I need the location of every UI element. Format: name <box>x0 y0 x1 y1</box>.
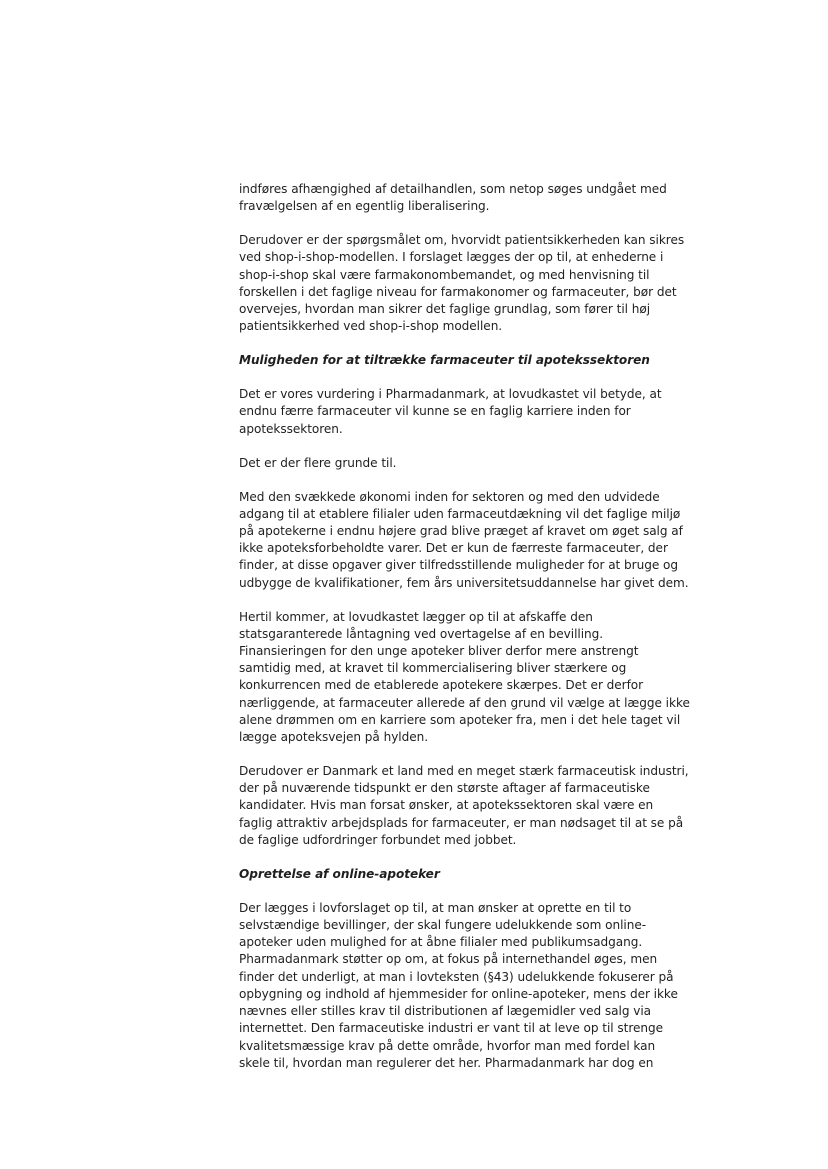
text-line: nærliggende, at farmaceuter allerede af den grund vil vælge at lægge ikke <box>239 695 690 710</box>
text-line: Oprettelse af online-apoteker <box>239 866 440 881</box>
text-line: Derudover er der spørgsmålet om, hvorvidt patientsikkerheden kan sikres <box>239 233 685 248</box>
text-line: på apotekerne i endnu højere grad blive præget af kravet om øget salg af <box>239 524 683 539</box>
text-line: shop-i-shop skal være farmakonombemandet, og med henvisning til <box>239 267 650 282</box>
text-line: der på nuværende tidspunkt er den største aftager af farmaceutiske <box>239 781 650 796</box>
text-line: indføres afhængighed af detailhandlen, som netop søges undgået med <box>239 182 667 196</box>
text-line: patientsikkerhed ved shop-i-shop modellen. <box>239 319 503 334</box>
text-line: selvstændige bevillinger, der skal fungere udelukkende som online- <box>239 918 647 933</box>
section-heading <box>239 866 687 883</box>
text-line: konkurrencen med de etablerede apotekere skærpes. Det er derfor <box>239 678 644 693</box>
text-line: overvejes, hvordan man sikrer det faglige grundlag, som fører til høj <box>239 302 651 317</box>
text-line: faglig attraktiv arbejdsplads for farmaceuter, er man nødsaget til at se på <box>239 815 684 830</box>
document-body <box>239 181 690 1089</box>
section-heading <box>239 352 687 369</box>
text-line: Med den svækkede økonomi inden for sektoren og med den udvidede <box>239 489 660 504</box>
text-line: internettet. Den farmaceutiske industri er vant til at leve op til strenge <box>239 1021 664 1036</box>
text-line: statsgaranterede låntagning ved overtagelse af en bevilling. <box>239 626 604 641</box>
text-line: apotekssektoren. <box>239 421 343 436</box>
text-line: ikke apoteksforbeholdte varer. Det er kun de færreste farmaceuter, der <box>239 541 668 556</box>
body-paragraph <box>239 489 687 592</box>
text-line: Finansieringen for den unge apoteker bliver derfor mere anstrengt <box>239 644 639 659</box>
text-line: adgang til at etablere filialer uden farmaceutdækning vil det faglige miljø <box>239 506 681 521</box>
text-line: finder det underligt, at man i lovteksten (§43) udelukkende fokuserer på <box>239 969 674 984</box>
text-line: finder, at disse opgaver giver tilfredsstillende muligheder for at bruge og <box>239 558 678 573</box>
text-line: opbygning og indhold af hjemmesider for online-apoteker, mens der ikke <box>239 986 678 1001</box>
text-line: Det er der flere grunde til. <box>239 455 397 470</box>
body-paragraph <box>239 763 687 849</box>
text-line: endnu færre farmaceuter vil kunne se en faglig karriere inden for <box>239 404 631 419</box>
text-line: apoteker uden mulighed for at åbne filialer med publikumsadgang. <box>239 935 643 950</box>
body-paragraph <box>239 455 687 472</box>
body-paragraph <box>239 609 690 747</box>
text-line: nævnes eller stilles krav til distributionen af lægemidler ved salg via <box>239 1004 652 1019</box>
text-line: skele til, hvordan man regulerer det her. Pharmadanmark har dog en <box>239 1055 654 1070</box>
text-line: udbygge de kvalifikationer, fem års universitetsuddannelse har givet dem. <box>239 575 689 590</box>
text-line: kvalitetsmæssige krav på dette område, hvorfor man med fordel kan <box>239 1038 656 1053</box>
body-paragraph <box>239 181 687 215</box>
text-line: Hertil kommer, at lovudkastet lægger op til at afskaffe den <box>239 609 593 624</box>
text-line: Det er vores vurdering i Pharmadanmark, at lovudkastet vil betyde, at <box>239 387 662 402</box>
body-paragraph <box>239 386 687 438</box>
text-line: de faglige udfordringer forbundet med jobbet. <box>239 832 517 847</box>
text-line: ved shop-i-shop-modellen. I forslaget lægges der op til, at enhederne i <box>239 250 664 265</box>
text-line: kandidater. Hvis man forsat ønsker, at apotekssektoren skal være en <box>239 798 654 813</box>
text-line: Der lægges i lovforslaget op til, at man ønsker at oprette en til to <box>239 900 632 915</box>
body-paragraph <box>239 900 687 1072</box>
text-line: lægge apoteksvejen på hylden. <box>239 730 429 745</box>
text-line: alene drømmen om en karriere som apoteker fra, men i det hele taget vil <box>239 712 681 727</box>
text-line: Pharmadanmark støtter op om, at fokus på internethandel øges, men <box>239 952 658 967</box>
text-line: Muligheden for at tiltrække farmaceuter til apotekssektoren <box>239 353 650 368</box>
text-line: Derudover er Danmark et land med en meget stærk farmaceutisk industri, <box>239 764 689 779</box>
body-paragraph <box>239 232 687 335</box>
text-line: fravælgelsen af en egentlig liberalisering. <box>239 199 490 214</box>
text-line: forskellen i det faglige niveau for farmakonomer og farmaceuter, bør det <box>239 284 677 299</box>
text-line: samtidig med, at kravet til kommercialisering bliver stærkere og <box>239 661 627 676</box>
